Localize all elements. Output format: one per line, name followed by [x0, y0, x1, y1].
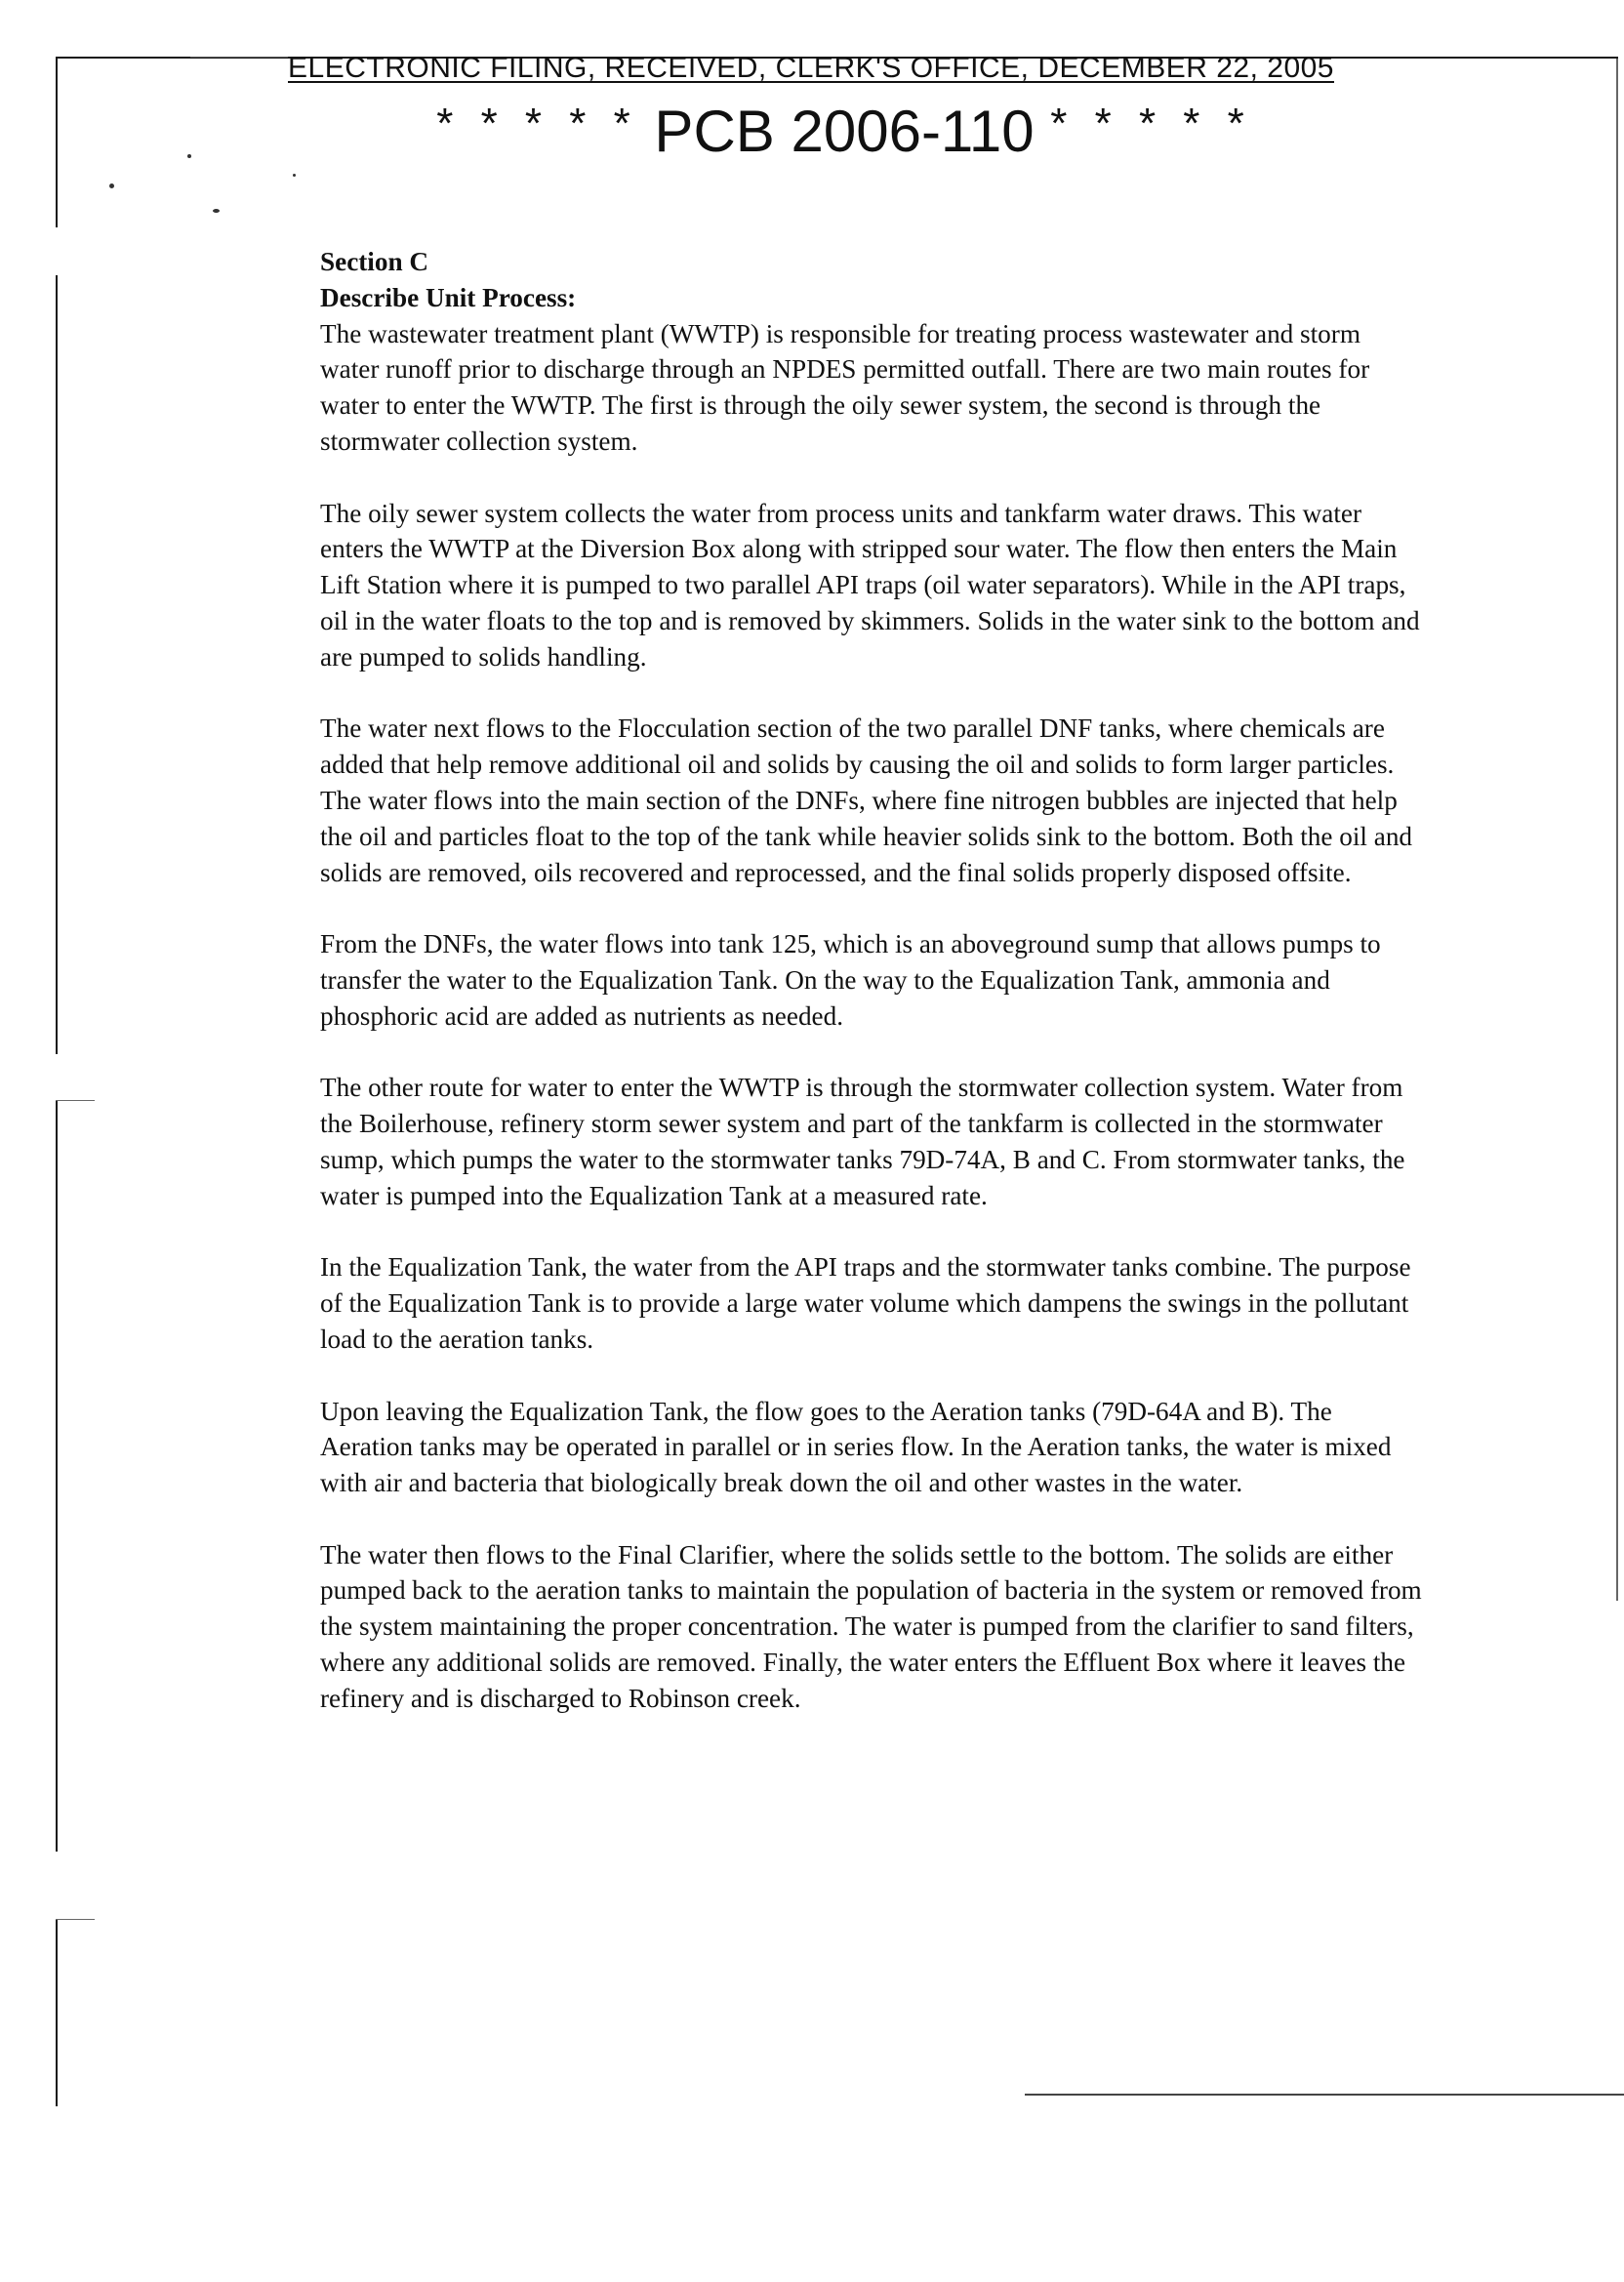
- scan-tick-1: [56, 1100, 95, 1101]
- section-title: Section C: [320, 247, 429, 276]
- scan-speck: [187, 154, 191, 158]
- scan-tick-2: [56, 1919, 95, 1920]
- scan-border-left-3: [56, 1100, 58, 1852]
- paragraph: Upon leaving the Equalization Tank, the flow goes to the Aeration tanks (79D-64A and B). The Aeration tanks may be operated in parallel or in series flow. In the Aeration tanks, the water is mixed with air and bacteria that biologically break down the oil and other wastes in the water.: [320, 1396, 1392, 1498]
- paragraph: In the Equalization Tank, the water from the API traps and the stormwater tanks combine. The purpose of the Equalization Tank is to provide a large water volume which dampens the swings in the pollutant load to the aeration tanks.: [320, 1252, 1411, 1354]
- filing-stamp: ELECTRONIC FILING, RECEIVED, CLERK'S OFFICE, DECEMBER 22, 2005: [288, 52, 1334, 84]
- paragraph: The oily sewer system collects the water from process units and tankfarm water draws. This water enters the WWTP at the Diversion Box along with stripped sour water. The flow then enters the Main Lift Station where it is pumped to two parallel API traps (oil water separators). While in the API traps, oil in the water floats to the top and is removed by skimmers. Solids in the water sink to the bottom and are pumped to solids handling.: [320, 498, 1420, 672]
- paragraph: The wastewater treatment plant (WWTP) is responsible for treating process wastewater and storm water runoff prior to discharge through an NPDES permitted outfall. There are two main routes for water to enter the WWTP. The first is through the oily sewer system, the second is through the stormwater collection system.: [320, 318, 1370, 456]
- scan-bottom-line: [1025, 2094, 1624, 2096]
- stars-right: * * * * *: [1050, 100, 1252, 147]
- document-body: [320, 244, 1423, 1752]
- scan-border-right: [1616, 59, 1618, 1601]
- scan-speck: [293, 174, 296, 177]
- scan-border-left-2: [56, 275, 58, 1054]
- paragraph: The other route for water to enter the WWTP is through the stormwater collection system. Water from the Boilerhouse, refinery storm sewer system and part of the tankfarm is collected in the stormwater sump, which pumps the water to the stormwater tanks 79D-74A, B and C. From stormwater tanks, the water is pumped into the Equalization Tank at a measured rate.: [320, 1073, 1405, 1210]
- paragraph: The water then flows to the Final Clarifier, where the solids settle to the bottom. The solids are either pumped back to the aeration tanks to maintain the population of bacteria in the system or removed from the system maintaining the proper concentration. The water is pumped from the clarifier to sand filters, where any additional solids are removed. Finally, the water enters the Effluent Box where it leaves the refinery and is discharged to Robinson creek.: [320, 1539, 1422, 1713]
- paragraph: The water next flows to the Flocculation section of the two parallel DNF tanks, where chemicals are added that help remove additional oil and solids by causing the oil and solids to form larger particles. The water flows into the main section of the DNFs, where fine nitrogen bubbles are injected that help the oil and particles float to the top of the tank while heavier solids sink to the bottom. Both the oil and solids are removed, oils recovered and reprocessed, and the final solids properly disposed offsite.: [320, 713, 1413, 887]
- paragraph: From the DNFs, the water flows into tank 125, which is an aboveground sump that allows pumps to transfer the water to the Equalization Tank. On the way to the Equalization Tank, ammonia and phosphoric acid are added as nutrients as needed.: [320, 929, 1381, 1031]
- scan-speck: [213, 209, 220, 213]
- section-subtitle: Describe Unit Process:: [320, 282, 577, 312]
- scan-border-left-1: [56, 57, 58, 227]
- case-number-line: [429, 90, 1259, 166]
- scan-border-left-4: [56, 1919, 58, 2106]
- scan-speck: [109, 183, 114, 188]
- stars-left: * * * * *: [436, 100, 638, 147]
- case-number: PCB 2006-110: [654, 99, 1035, 164]
- scan-border-top-short: [190, 57, 288, 58]
